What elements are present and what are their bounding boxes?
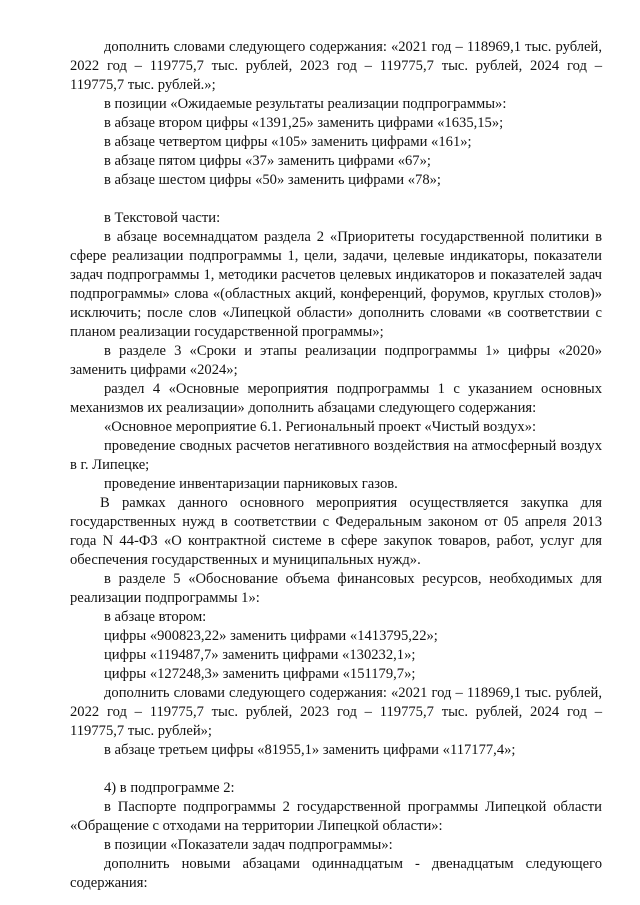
paragraph: цифры «127248,3» заменить цифрами «151179,7»; xyxy=(104,666,416,682)
paragraph: цифры «119487,7» заменить цифрами «130232,1»; xyxy=(104,647,416,663)
paragraph: раздел 4 «Основные мероприятия подпрограммы 1 с указанием основных механизмов их реализации» дополнить абзацами следующего содержания: xyxy=(70,381,602,416)
paragraph: в разделе 5 «Обоснование объема финансовых ресурсов, необходимых для реализации подпрограммы 1»: xyxy=(70,571,602,606)
paragraph: в абзаце пятом цифры «37» заменить цифрами «67»; xyxy=(104,153,431,169)
paragraph: в позиции «Показатели задач подпрограммы»: xyxy=(104,837,393,853)
paragraph: в абзаце втором цифры «1391,25» заменить цифрами «1635,15»; xyxy=(104,115,504,131)
blank-line xyxy=(70,760,602,779)
paragraph: проведение сводных расчетов негативного воздействия на атмосферный воздух в г. Липецке; xyxy=(70,438,602,473)
blank-line xyxy=(70,190,602,209)
paragraph: в Текстовой части: xyxy=(104,210,221,226)
paragraph: в абзаце втором: xyxy=(104,609,207,625)
paragraph: В рамках данного основного мероприятия осуществляется закупка для государственных нужд в соответствии с Федеральным законом от 05 апреля 2013 года N 44-ФЗ «О контрактной системе в сфере закупок товаров, работ, услуг для обеспечения государственных и муниципальных нужд». xyxy=(70,495,602,568)
document-page xyxy=(70,38,602,893)
paragraph: цифры «900823,22» заменить цифрами «1413795,22»; xyxy=(104,628,438,644)
paragraph: в абзаце третьем цифры «81955,1» заменить цифрами «117177,4»; xyxy=(104,742,516,758)
paragraph: проведение инвентаризации парниковых газов. xyxy=(104,476,398,492)
paragraph: дополнить словами следующего содержания: «2021 год – 118969,1 тыс. рублей, 2022 год – 119775,7 тыс. рублей, 2023 год – 119775,7 тыс. рублей, 2024 год – 119775,7 тыс. рублей»; xyxy=(70,685,602,739)
paragraph: в абзаце четвертом цифры «105» заменить цифрами «161»; xyxy=(104,134,472,150)
paragraph: дополнить словами следующего содержания: «2021 год – 118969,1 тыс. рублей, 2022 год – 119775,7 тыс. рублей, 2023 год – 119775,7 тыс. рублей, 2024 год – 119775,7 тыс. рублей.»; xyxy=(70,39,602,93)
paragraph: в абзаце шестом цифры «50» заменить цифрами «78»; xyxy=(104,172,441,188)
paragraph: в позиции «Ожидаемые результаты реализации подпрограммы»: xyxy=(104,96,507,112)
paragraph: в Паспорте подпрограммы 2 государственной программы Липецкой области «Обращение с отходами на территории Липецкой области»: xyxy=(70,799,602,834)
paragraph: дополнить новыми абзацами одиннадцатым - двенадцатым следующего содержания: xyxy=(70,856,602,891)
paragraph: в абзаце восемнадцатом раздела 2 «Приоритеты государственной политики в сфере реализации подпрограммы 1, цели, задачи, целевые индикаторы, показатели задач подпрограммы 1, методики расчетов целевых индикаторов и показателей задач подпрограммы» слова «(областных акций, конференций, форумов, круглых столов)» исключить; после слов «Липецкой области» дополнить словами «в соответствии с планом реализации государственной программы»; xyxy=(70,229,602,340)
paragraph: 4) в подпрограмме 2: xyxy=(104,780,235,796)
paragraph: «Основное мероприятие 6.1. Региональный проект «Чистый воздух»: xyxy=(104,419,537,435)
paragraph: в разделе 3 «Сроки и этапы реализации подпрограммы 1» цифры «2020» заменить цифрами «2024»; xyxy=(70,343,602,378)
